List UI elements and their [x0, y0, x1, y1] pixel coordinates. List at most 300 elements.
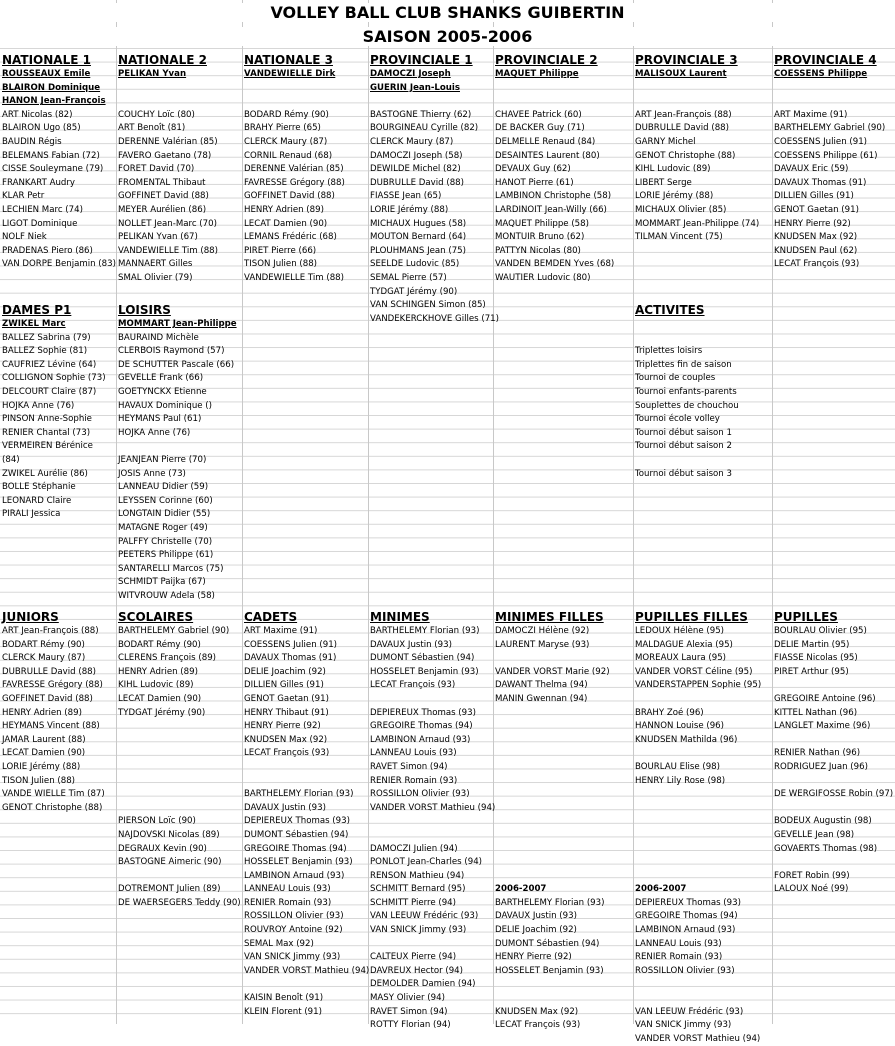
player-row	[495, 843, 632, 857]
player-row: SMAL Olivier (79)	[118, 272, 193, 283]
player-row: LIBERT Serge	[635, 177, 692, 188]
player-row: GENOT Gaetan (91)	[774, 204, 859, 215]
player-row	[635, 978, 771, 992]
player-row: ROTTY Florian (94)	[370, 1020, 451, 1031]
player-row: WAUTIER Ludovic (80)	[495, 272, 591, 283]
player-row: PINSON Anne-Sophie	[2, 414, 92, 425]
team-header: NATIONALE 1	[2, 53, 91, 67]
activity-item: Tournoi de couples	[635, 373, 716, 384]
player-row: BASTOGNE Aimeric (90)	[118, 857, 222, 868]
player-row: KIHL Ludovic (89)	[118, 680, 194, 691]
player-row: HOSSELET Benjamin (93)	[244, 857, 353, 868]
player-row: VANDER VORST Marie (92)	[495, 666, 610, 677]
player-row: BODART Rémy (90)	[118, 639, 201, 650]
player-row	[118, 761, 241, 775]
player-row: BODEUX Augustin (98)	[774, 816, 872, 827]
player-row: LECHIEN Marc (74)	[2, 204, 83, 215]
player-row: ART Jean-François (88)	[635, 109, 732, 120]
player-row: BARTHELEMY Florian (93)	[495, 897, 605, 908]
team-header: PROVINCIALE 1	[370, 53, 473, 67]
player-row	[118, 720, 241, 734]
team-column	[118, 52, 241, 286]
team-coach	[635, 95, 771, 109]
player-row: COESSENS Julien (91)	[774, 136, 868, 147]
player-row: LANGLET Maxime (96)	[774, 721, 871, 732]
activity-item: Tournoi école volley	[635, 414, 720, 425]
player-row: LAURENT Maryse (93)	[495, 639, 590, 650]
player-row	[635, 802, 771, 816]
player-row: LONGTAIN Didier (55)	[118, 509, 211, 520]
spacer-row	[635, 318, 771, 332]
player-row: LECAT François (93)	[774, 259, 860, 270]
player-row: HENRY Pierre (92)	[774, 218, 851, 229]
player-row: MANIN Gwennan (94)	[495, 693, 588, 704]
player-row: DOTREMONT Julien (89)	[118, 884, 221, 895]
player-row: LECAT François (93)	[370, 680, 456, 691]
activity-item: Tournoi début saison 1	[635, 427, 732, 438]
activity-item: Triplettes fin de saison	[635, 359, 732, 370]
player-row: DAVAUX Justin (93)	[244, 802, 326, 813]
team-column	[244, 52, 367, 286]
player-row: VANDER VORST Mathieu (94)	[635, 1033, 761, 1044]
player-row: COESSENS Philippe (61)	[774, 150, 878, 161]
player-row: TILMAN Vincent (75)	[635, 232, 723, 243]
player-row	[370, 829, 492, 843]
player-row: TISON Julien (88)	[2, 775, 76, 786]
player-row: DAMOCZI Joseph (58)	[370, 150, 463, 161]
player-row: DUBRULLE David (88)	[635, 123, 729, 134]
activity-item: Tournoi début saison 3	[635, 468, 732, 479]
player-row	[495, 652, 632, 666]
player-row: DAVAUX Thomas (91)	[774, 177, 867, 188]
player-row: (84)	[2, 454, 20, 465]
player-row: HENRY Lily Rose (98)	[635, 775, 726, 786]
player-row	[495, 720, 632, 734]
player-row: GOETYNCKX Etienne	[118, 386, 207, 397]
player-row: LALOUX Noé (99)	[774, 884, 849, 895]
player-row	[370, 693, 492, 707]
player-row: KNUDSEN Paul (62)	[774, 245, 858, 256]
page-title: VOLLEY BALL CLUB SHANKS GUIBERTIN	[0, 3, 895, 22]
scolaires-column	[118, 609, 241, 910]
player-row: ZWIKEL Aurélie (86)	[2, 468, 88, 479]
player-row: LECAT François (93)	[495, 1020, 581, 1031]
player-row: NAJDOVSKI Nicolas (89)	[118, 829, 220, 840]
player-row: PONLOT Jean-Charles (94)	[370, 857, 483, 868]
player-row	[774, 734, 894, 748]
player-row: RAVET Simon (94)	[370, 1006, 448, 1017]
player-row: MOUTON Bernard (64)	[370, 232, 467, 243]
player-row: COUCHY Loïc (80)	[118, 109, 195, 120]
team-header: ACTIVITES	[635, 303, 705, 317]
player-row: GREGOIRE Antoine (96)	[774, 693, 876, 704]
player-row: LANNEAU Louis (93)	[244, 884, 331, 895]
dames-column	[2, 302, 115, 522]
player-row: DEGRAUX Kevin (90)	[118, 843, 207, 854]
player-row: LEMANS Frédéric (68)	[244, 232, 337, 243]
team-coach	[495, 82, 632, 96]
player-row: FORET Robin (99)	[774, 870, 850, 881]
team-coach: MOMMART Jean-Philippe	[118, 319, 237, 329]
player-row	[635, 870, 771, 884]
player-row: VAN DORPE Benjamin (83)	[2, 259, 116, 270]
team-column	[370, 52, 500, 326]
player-row: DAMOCZI Hélène (92)	[495, 626, 590, 636]
player-row: LAMBINON Arnaud (93)	[370, 734, 471, 745]
player-row: PALFFY Christelle (70)	[118, 536, 213, 547]
player-row: LECAT Damien (90)	[118, 693, 202, 704]
minimes-column	[370, 609, 496, 1033]
player-row: DELIE Joachim (92)	[244, 666, 326, 677]
player-row: DAWANT Thelma (94)	[495, 680, 588, 691]
player-row: HENRY Adrien (89)	[2, 707, 82, 718]
player-row: GOFFINET David (88)	[2, 693, 93, 704]
player-row: GREGOIRE Thomas (94)	[244, 843, 347, 854]
activity-item: Souplettes de chouchou	[635, 400, 739, 411]
page-subtitle: SAISON 2005-2006	[0, 27, 895, 46]
activity-item	[635, 454, 771, 468]
player-row: CLERENS François (89)	[118, 653, 217, 664]
player-row: SEELDE Ludovic (85)	[370, 259, 460, 270]
player-row: MICHAUX Hugues (58)	[370, 218, 467, 229]
player-row: BRAHY Zoé (96)	[635, 707, 704, 718]
player-row: KIHL Ludovic (89)	[635, 164, 711, 175]
player-row	[774, 802, 894, 816]
player-row: LAMBINON Arnaud (93)	[244, 870, 345, 881]
player-row: HEYMANS Vincent (88)	[2, 721, 100, 732]
player-row	[635, 843, 771, 857]
player-row: BODART Rémy (90)	[2, 639, 85, 650]
player-row: DEPIEREUX Thomas (93)	[370, 707, 476, 718]
player-row: HENRY Pierre (92)	[495, 952, 572, 963]
player-row: PIRALI Jessica	[2, 509, 61, 520]
player-row: FROMENTAL Thibaut	[118, 177, 206, 188]
player-row: CISSE Souleymane (79)	[2, 164, 104, 175]
player-row: LAMBINON Arnaud (93)	[635, 925, 736, 936]
player-row	[495, 775, 632, 789]
player-row: DELIE Martin (95)	[774, 639, 850, 650]
player-row: LANNEAU Louis (93)	[635, 938, 722, 949]
player-row: MEYER Aurélien (86)	[118, 204, 207, 215]
player-row: DEWILDE Michel (82)	[370, 164, 461, 175]
player-row: BOURLAU Olivier (95)	[774, 626, 867, 636]
player-row: BARTHELEMY Gabriel (90)	[118, 626, 230, 636]
player-row: BELEMANS Fabian (72)	[2, 150, 100, 161]
player-row: RENIER Romain (93)	[635, 952, 723, 963]
player-row: PIERSON Loïc (90)	[118, 816, 196, 827]
player-row: DELCOURT Claire (87)	[2, 386, 97, 397]
player-row: SCHMITT Pierre (94)	[370, 897, 456, 908]
player-row: BOURGINEAU Cyrille (82)	[370, 123, 479, 134]
team-header: PUPILLES FILLES	[635, 610, 748, 624]
player-row: DE WERGIFOSSE Robin (97)	[774, 789, 894, 800]
player-row: MONTUIR Bruno (62)	[495, 232, 585, 243]
player-row: GOFFINET David (88)	[244, 191, 335, 202]
player-row	[118, 870, 241, 884]
player-row	[635, 829, 771, 843]
player-row: BARTHELEMY Florian (93)	[370, 626, 480, 636]
player-row: LEDOUX Hélène (95)	[635, 626, 725, 636]
team-header: PUPILLES	[774, 610, 838, 624]
player-row: DE BACKER Guy (71)	[495, 123, 585, 134]
player-row: GARNY Michel	[635, 136, 696, 147]
player-row: DAVAUX Eric (59)	[774, 164, 849, 175]
player-row	[635, 747, 771, 761]
player-row: TYDGAT Jérémy (90)	[370, 286, 458, 297]
player-row	[495, 707, 632, 721]
team-header: NATIONALE 2	[118, 53, 207, 67]
player-row: CLERCK Maury (87)	[2, 653, 86, 664]
player-row: CHAVEE Patrick (60)	[495, 109, 582, 120]
team-coach: ROUSSEAUX Emile	[2, 69, 91, 79]
player-row: CLERBOIS Raymond (57)	[118, 346, 225, 357]
player-row: CAUFRIEZ Lévine (64)	[2, 359, 97, 370]
player-row: FAVRESSE Grégory (88)	[244, 177, 345, 188]
season-label: 2006-2007	[495, 884, 547, 895]
player-row: LORIE Jérémy (88)	[370, 204, 449, 215]
player-row	[635, 992, 771, 1006]
player-row: MASY Olivier (94)	[370, 993, 445, 1004]
player-row	[118, 734, 241, 748]
player-row: SCHMITT Bernard (95)	[370, 884, 466, 895]
player-row	[774, 856, 894, 870]
player-row: BASTOGNE Thierry (62)	[370, 109, 472, 120]
player-row: KLAR Petr	[2, 191, 45, 202]
player-row: HOSSELET Benjamin (93)	[370, 666, 479, 677]
player-row: TISON Julien (88)	[244, 259, 318, 270]
player-row: ROUVROY Antoine (92)	[244, 925, 343, 936]
player-row: DUMONT Sébastien (94)	[370, 653, 475, 664]
team-column	[2, 52, 115, 272]
player-row: PRADENAS Piero (86)	[2, 245, 93, 256]
activites-column	[635, 302, 771, 481]
player-row	[118, 802, 241, 816]
player-row: COESSENS Julien (91)	[244, 639, 338, 650]
player-row	[635, 815, 771, 829]
player-row: KAISIN Benoît (91)	[244, 993, 324, 1004]
player-row: DERENNE Valérian (85)	[244, 164, 344, 175]
team-coach	[244, 82, 367, 96]
player-row: DAMOCZI Julien (94)	[370, 843, 458, 854]
team-coach	[495, 95, 632, 109]
player-row: ART Nicolas (82)	[2, 109, 73, 120]
player-row	[244, 775, 367, 789]
team-header: LOISIRS	[118, 303, 171, 317]
team-header: DAMES P1	[2, 303, 72, 317]
player-row: LECAT François (93)	[244, 748, 330, 759]
player-row	[370, 815, 492, 829]
player-row: MOMMART Jean-Philippe (74)	[635, 218, 760, 229]
player-row: MAQUET Philippe (58)	[495, 218, 589, 229]
team-coach: ZWIKEL Marc	[2, 319, 66, 329]
player-row: BAUDIN Régis	[2, 136, 62, 147]
player-row: DUMONT Sébastien (94)	[495, 938, 600, 949]
player-row: RODRIGUEZ Juan (96)	[774, 761, 868, 772]
player-row: DEPIEREUX Thomas (93)	[244, 816, 350, 827]
player-row	[495, 870, 632, 884]
player-row: PIRET Arthur (95)	[774, 666, 849, 677]
player-row: TYDGAT Jérémy (90)	[118, 707, 206, 718]
player-row: VANDER VORST Mathieu (94)	[370, 802, 496, 813]
player-row: VAN LEEUW Frédéric (93)	[635, 1006, 744, 1017]
player-row	[635, 788, 771, 802]
team-header: NATIONALE 3	[244, 53, 333, 67]
player-row: BOURLAU Elise (98)	[635, 761, 720, 772]
team-coach: BLAIRON Dominique	[2, 82, 101, 93]
player-row: PELIKAN Yvan (67)	[118, 232, 198, 243]
player-row: HOSSELET Benjamin (93)	[495, 965, 604, 976]
player-row: KNUDSEN Max (92)	[495, 1006, 579, 1017]
player-row: ART Benoît (81)	[118, 123, 186, 134]
minimes_filles-column	[495, 609, 632, 1033]
player-row: VANDERSTAPPEN Sophie (95)	[635, 680, 762, 691]
player-row: VAN SNICK Jimmy (93)	[635, 1020, 732, 1031]
cadets-column	[244, 609, 370, 1019]
player-row: JOSIS Anne (73)	[118, 468, 186, 479]
activity-item: Tournoi enfants-parents	[635, 386, 737, 397]
player-row: GOVAERTS Thomas (98)	[774, 843, 878, 854]
team-coach	[118, 95, 241, 109]
player-row: MALDAGUE Alexia (95)	[635, 639, 733, 650]
player-row: DUBRULLE David (88)	[370, 177, 464, 188]
player-row	[774, 679, 894, 693]
player-row: KNUDSEN Mathilda (96)	[635, 734, 738, 745]
player-row	[495, 978, 632, 992]
player-row: DILLIEN Gilles (91)	[244, 680, 324, 691]
activity-item: Triplettes loisirs	[635, 346, 703, 357]
player-row: CALTEUX Pierre (94)	[370, 952, 457, 963]
player-row	[370, 938, 492, 952]
player-row: PLOUHMANS Jean (75)	[370, 245, 466, 256]
player-row: KNUDSEN Max (92)	[774, 232, 858, 243]
player-row: DELMELLE Renaud (84)	[495, 136, 596, 147]
player-row: COLLIGNON Sophie (73)	[2, 373, 106, 384]
player-row	[495, 761, 632, 775]
player-row: WITVROUW Adela (58)	[118, 590, 215, 601]
player-row: FAVERO Gaetano (78)	[118, 150, 212, 161]
player-row: CLERCK Maury (87)	[370, 136, 454, 147]
player-row: BARTHELEMY Gabriel (90)	[774, 123, 886, 134]
player-row: KLEIN Florent (91)	[244, 1006, 322, 1017]
player-row: VERMEIREN Bérénice	[2, 441, 93, 452]
team-header: JUNIORS	[2, 610, 59, 624]
player-row: LEYSSEN Corinne (60)	[118, 495, 213, 506]
player-row: GOFFINET David (88)	[118, 191, 209, 202]
player-row: CORNIL Renaud (68)	[244, 150, 333, 161]
player-row: DAVAUX Thomas (91)	[244, 653, 337, 664]
player-row: VANDER VORST Mathieu (94)	[244, 965, 370, 976]
player-row: FIASSE Nicolas (95)	[774, 653, 858, 664]
player-row: ROSSILLON Olivier (93)	[244, 911, 344, 922]
player-row: FRANKART Audry	[2, 177, 75, 188]
player-row: KITTEL Nathan (96)	[774, 707, 858, 718]
player-row	[244, 978, 367, 992]
player-row: DE SCHUTTER Pascale (66)	[118, 359, 235, 370]
player-row: LARDINOIT Jean-Willy (66)	[495, 204, 607, 215]
team-coach: COESSENS Philippe	[774, 69, 868, 79]
player-row: HENRY Pierre (92)	[244, 721, 321, 732]
player-row: GENOT Christophe (88)	[635, 150, 736, 161]
team-coach: DAMOCZI Joseph	[370, 69, 451, 79]
player-row: HENRY Adrien (89)	[244, 204, 324, 215]
player-row: VAN LEEUW Frédéric (93)	[370, 911, 479, 922]
player-row: LANNEAU Louis (93)	[370, 748, 457, 759]
player-row: DERENNE Valérian (85)	[118, 136, 218, 147]
player-row: GEVELLE Jean (98)	[774, 829, 855, 840]
player-row: DAVREUX Hector (94)	[370, 965, 463, 976]
player-row	[635, 856, 771, 870]
player-row: LEONARD Claire	[2, 495, 72, 506]
player-row: SEMAL Max (92)	[244, 938, 314, 949]
team-coach: MALISOUX Laurent	[635, 69, 727, 79]
player-row: DEVAUX Guy (62)	[495, 164, 571, 175]
player-row: DESAINTES Laurent (80)	[495, 150, 600, 161]
player-row: DELIE Joachim (92)	[495, 925, 577, 936]
player-row: RAVET Simon (94)	[370, 761, 448, 772]
team-header: PROVINCIALE 3	[635, 53, 738, 67]
player-row: JEANJEAN Pierre (70)	[118, 454, 207, 465]
player-row: DILLIEN Gilles (91)	[774, 191, 854, 202]
player-row: HEYMANS Paul (61)	[118, 414, 202, 425]
player-row	[118, 440, 241, 454]
team-coach: HANON Jean-François	[2, 96, 106, 107]
player-row: GEVELLE Frank (66)	[118, 373, 204, 384]
player-row: ROSSILLON Olivier (93)	[370, 789, 470, 800]
loisirs-column	[118, 302, 241, 603]
player-row: NOLF Niek	[2, 232, 47, 243]
player-row: RENSON Mathieu (94)	[370, 870, 465, 881]
player-row: LECAT Damien (90)	[244, 218, 328, 229]
player-row: RENIER Chantal (73)	[2, 427, 91, 438]
player-row: LANNEAU Didier (59)	[118, 482, 209, 493]
player-row	[495, 815, 632, 829]
player-row	[495, 734, 632, 748]
player-row: ART Maxime (91)	[244, 626, 318, 636]
player-row: ROSSILLON Olivier (93)	[635, 965, 735, 976]
player-row: BALLEZ Sophie (81)	[2, 346, 88, 357]
player-row: VAN SNICK Jimmy (93)	[244, 952, 341, 963]
player-row: FIASSE Jean (65)	[370, 191, 442, 202]
player-row: VANDEWIELLE Tim (88)	[118, 245, 218, 256]
activity-item: Tournoi début saison 2	[635, 441, 732, 452]
team-coach: PELIKAN Yvan	[118, 69, 187, 79]
player-row: VANDER VORST Céline (95)	[635, 666, 753, 677]
player-row: KNUDSEN Max (92)	[244, 734, 328, 745]
player-row: DAVAUX Justin (93)	[495, 911, 577, 922]
player-row: VAN SNICK Jimmy (93)	[370, 925, 467, 936]
player-row: BODARD Rémy (90)	[244, 109, 329, 120]
player-row	[118, 747, 241, 761]
player-row: CLERCK Maury (87)	[244, 136, 328, 147]
pupilles_filles-column	[635, 609, 771, 1046]
team-column	[495, 52, 632, 286]
player-row: HANNON Louise (96)	[635, 721, 724, 732]
season-label: 2006-2007	[635, 884, 687, 895]
team-coach	[118, 82, 241, 96]
player-row: FAVRESSE Grégory (88)	[2, 680, 103, 691]
team-coach	[774, 95, 894, 109]
player-row: VANDE WIELLE Tim (87)	[2, 789, 105, 800]
team-coach	[774, 82, 894, 96]
player-row: HENRY Adrien (89)	[118, 666, 198, 677]
player-row: RENIER Romain (93)	[244, 897, 332, 908]
player-row	[495, 747, 632, 761]
player-row	[118, 788, 241, 802]
team-header: MINIMES	[370, 610, 430, 624]
activity-item	[635, 332, 771, 346]
team-column	[635, 52, 771, 245]
player-row: ART Maxime (91)	[774, 109, 848, 120]
